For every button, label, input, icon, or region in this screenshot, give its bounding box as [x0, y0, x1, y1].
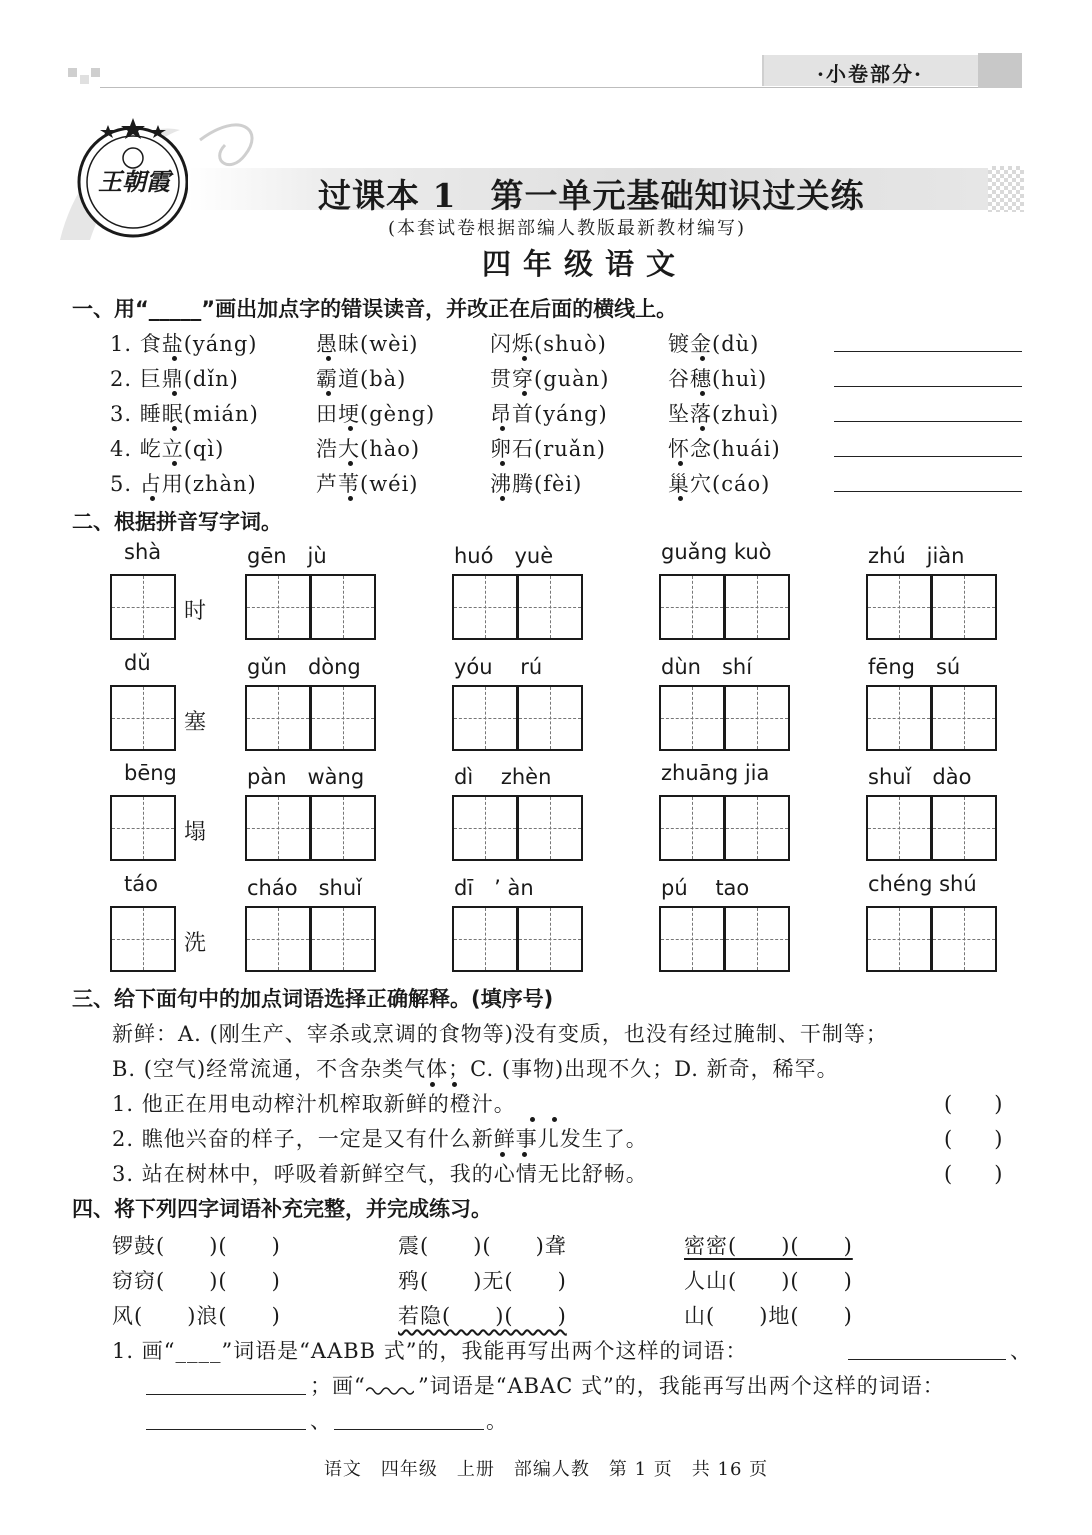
idiom-item[interactable]: 山( )地( ) [684, 1304, 853, 1328]
q1-text-c: ”词语是“ABAC 式”的，我能再写出两个这样的词语： [418, 1374, 945, 1398]
reading-item: 芦苇(wéi) [316, 472, 419, 496]
reading-item: 巢穴(cáo) [668, 472, 771, 496]
writing-box[interactable] [245, 574, 311, 640]
emphasis-dot [172, 391, 177, 396]
writing-box[interactable] [724, 795, 790, 861]
grade-subject: 四年级语文 [482, 247, 688, 281]
writing-box[interactable] [110, 574, 176, 640]
writing-box[interactable] [110, 795, 176, 861]
decor-checker [988, 166, 1024, 212]
writing-box[interactable] [452, 685, 518, 751]
reading-item: 贯穿(guàn) [490, 367, 610, 391]
emphasis-dot [326, 391, 331, 396]
emphasis-dot [172, 461, 177, 466]
writing-box[interactable] [724, 574, 790, 640]
emphasis-dot [700, 356, 705, 361]
reading-item: 昂首(yáng) [490, 402, 608, 426]
idiom-item[interactable]: 若隐( )( ) [398, 1304, 567, 1328]
emphasis-dot [700, 426, 705, 431]
emphasis-dot [430, 1082, 435, 1087]
answer-line[interactable] [146, 1429, 306, 1430]
emphasis-dot [348, 426, 353, 431]
given-character: 洗 [184, 931, 207, 956]
emphasis-dot [500, 426, 505, 431]
reading-item: 愚昧(wèi) [316, 332, 419, 356]
given-character: 时 [184, 599, 207, 624]
section-tag-end [978, 53, 1022, 88]
writing-box[interactable] [931, 685, 997, 751]
writing-box[interactable] [452, 574, 518, 640]
wavy-mark [366, 1380, 414, 1394]
reading-item: 3. 睡眠(mián) [110, 402, 259, 426]
writing-box[interactable] [659, 795, 725, 861]
reading-item: 闪烁(shuò) [490, 332, 607, 356]
writing-box[interactable] [931, 574, 997, 640]
section-tag: ·小卷部分· [817, 62, 923, 86]
emphasis-dot [500, 496, 505, 501]
writing-box[interactable] [724, 685, 790, 751]
pinyin-label: yóu rú [454, 655, 543, 679]
writing-box[interactable] [517, 795, 583, 861]
decor-square [68, 68, 77, 77]
emphasis-dot [522, 1152, 527, 1157]
writing-box[interactable] [245, 795, 311, 861]
emphasis-dot [678, 461, 683, 466]
sentence-item: 1. 他正在用电动榨汁机榨取新鲜的橙汁。 [112, 1092, 516, 1116]
page-subtitle: (本套试卷根据部编人教版最新教材编写) [388, 218, 747, 239]
answer-line[interactable] [834, 351, 1022, 352]
section4-title: 四、将下列四字词语补充完整，并完成练习。 [72, 1197, 492, 1221]
idiom-item[interactable]: 人山( )( ) [684, 1269, 853, 1293]
q1-sep-2: 、 [310, 1409, 332, 1433]
pinyin-label: dǔ [124, 651, 151, 675]
answer-line[interactable] [834, 456, 1022, 457]
reading-item: 4. 屹立(qì) [110, 437, 225, 461]
idiom-item[interactable]: 震( )( )聋 [398, 1234, 567, 1258]
idiom-item[interactable]: 锣鼓( )( ) [112, 1234, 281, 1258]
pinyin-label: shuǐ dào [868, 765, 972, 789]
idiom-item[interactable]: 风( )浪( ) [112, 1304, 281, 1328]
writing-box[interactable] [866, 906, 932, 972]
pinyin-label: dī ’ àn [454, 876, 534, 900]
reading-item: 2. 巨鼎(dǐn) [110, 367, 239, 391]
sentence-item: 2. 瞧他兴奋的样子，一定是又有什么新鲜事儿发生了。 [112, 1127, 648, 1151]
reading-item: 怀念(huái) [668, 437, 781, 461]
section1-title: 一、用“_____”画出加点字的错误读音，并改正在后面的横线上。 [72, 297, 678, 321]
decor-square [91, 68, 100, 77]
reading-item: 5. 占用(zhàn) [110, 472, 257, 496]
q1-end: 。 [486, 1409, 508, 1433]
answer-line[interactable] [146, 1394, 306, 1395]
pinyin-label: huó yuè [454, 544, 554, 568]
section3-title: 三、给下面句中的加点词语选择正确解释。(填序号) [72, 987, 554, 1011]
idiom-item[interactable]: 鸦( )无( ) [398, 1269, 567, 1293]
writing-box[interactable] [310, 795, 376, 861]
q1-sep: 、 [1010, 1339, 1032, 1363]
writing-box[interactable] [517, 685, 583, 751]
answer-line[interactable] [834, 491, 1022, 492]
emphasis-dot [326, 356, 331, 361]
emphasis-dot [522, 356, 527, 361]
given-character: 塞 [184, 710, 207, 735]
section2-title: 二、根据拼音写字词。 [72, 510, 282, 534]
reading-item: 镀金(dù) [668, 332, 760, 356]
answer-line[interactable] [834, 386, 1022, 387]
page-footer: 语文 四年级 上册 部编人教 第 1 页 共 16 页 [323, 1459, 769, 1480]
writing-box[interactable] [931, 795, 997, 861]
pinyin-label: dùn shí [661, 655, 753, 679]
pinyin-label: cháo shuǐ [247, 876, 362, 900]
writing-box[interactable] [659, 685, 725, 751]
reading-item: 浩大(hào) [316, 437, 421, 461]
pinyin-label: dì zhèn [454, 765, 552, 789]
reading-item: 谷穗(huì) [668, 367, 768, 391]
emphasis-dot [172, 426, 177, 431]
writing-box[interactable] [452, 906, 518, 972]
definition-line-2: B. (空气)经常流通，不含杂类气体；C. (事物)出现不久；D. 新奇，稀罕。 [112, 1057, 839, 1081]
writing-box[interactable] [659, 906, 725, 972]
writing-box[interactable] [517, 906, 583, 972]
pinyin-label: zhú jiàn [868, 544, 965, 568]
emphasis-dot [172, 356, 177, 361]
answer-line[interactable] [834, 421, 1022, 422]
answer-parens[interactable]: ( ) [944, 1127, 1003, 1151]
reading-item: 卵石(ruǎn) [490, 437, 606, 461]
sentence-item: 3. 站在树林中，呼吸着新鲜空气，我的心情无比舒畅。 [112, 1162, 648, 1186]
writing-box[interactable] [724, 906, 790, 972]
reading-item: 沸腾(fèi) [490, 472, 583, 496]
header-rule [100, 87, 1020, 88]
writing-box[interactable] [866, 685, 932, 751]
writing-box[interactable] [931, 906, 997, 972]
pinyin-label: bēng [124, 761, 177, 785]
pinyin-label: zhuāng jia [661, 761, 770, 785]
reading-item: 1. 食盐(yáng) [110, 332, 258, 356]
pinyin-label: shà [124, 540, 162, 564]
idiom-item[interactable]: 密密( )( ) [684, 1234, 853, 1258]
decor-square [80, 75, 89, 84]
writing-box[interactable] [517, 574, 583, 640]
writing-box[interactable] [310, 574, 376, 640]
q1-text-a: 1. 画“____”词语是“AABB 式”的，我能再写出两个这样的词语： [112, 1339, 748, 1363]
answer-line[interactable] [848, 1359, 1006, 1360]
pinyin-label: táo [124, 872, 158, 896]
pinyin-label: pàn wàng [247, 765, 365, 789]
given-character: 塌 [184, 820, 207, 845]
emphasis-dot [348, 496, 353, 501]
reading-item: 霸道(bà) [316, 367, 407, 391]
emphasis-dot [348, 461, 353, 466]
answer-line[interactable] [334, 1429, 484, 1430]
writing-box[interactable] [310, 906, 376, 972]
writing-box[interactable] [110, 906, 176, 972]
pinyin-label: chéng shú [868, 872, 977, 896]
emphasis-dot [700, 391, 705, 396]
logo-text: 王朝霞 [98, 167, 170, 196]
writing-box[interactable] [452, 795, 518, 861]
q1-text-b: ；画“ [310, 1374, 366, 1398]
writing-box[interactable] [110, 685, 176, 751]
emphasis-dot [500, 461, 505, 466]
writing-box[interactable] [659, 574, 725, 640]
emphasis-dot [500, 1152, 505, 1157]
emphasis-dot [530, 1117, 535, 1122]
definition-line-1: 新鲜：A. (刚生产、宰杀或烹调的食物等)没有变质，也没有经过腌制、干制等； [112, 1022, 888, 1046]
idiom-item[interactable]: 窃窃( )( ) [112, 1269, 281, 1293]
answer-parens[interactable]: ( ) [944, 1162, 1003, 1186]
writing-box[interactable] [245, 685, 311, 751]
writing-box[interactable] [310, 685, 376, 751]
page-title: 过课本 1 第一单元基础知识过关练 [318, 176, 865, 215]
pinyin-label: pú tao [661, 876, 750, 900]
pinyin-label: guǎng kuò [661, 540, 772, 564]
pinyin-label: gǔn dòng [247, 655, 361, 679]
writing-box[interactable] [245, 906, 311, 972]
emphasis-dot [678, 496, 683, 501]
reading-item: 坠落(zhuì) [668, 402, 780, 426]
emphasis-dot [452, 1082, 457, 1087]
emphasis-dot [522, 391, 527, 396]
emphasis-dot [150, 496, 155, 501]
writing-box[interactable] [866, 574, 932, 640]
emphasis-dot [552, 1117, 557, 1122]
writing-box[interactable] [866, 795, 932, 861]
answer-parens[interactable]: ( ) [944, 1092, 1003, 1116]
reading-item: 田埂(gèng) [316, 402, 436, 426]
pinyin-label: fēng sú [868, 655, 961, 679]
pinyin-label: gēn jù [247, 544, 327, 568]
